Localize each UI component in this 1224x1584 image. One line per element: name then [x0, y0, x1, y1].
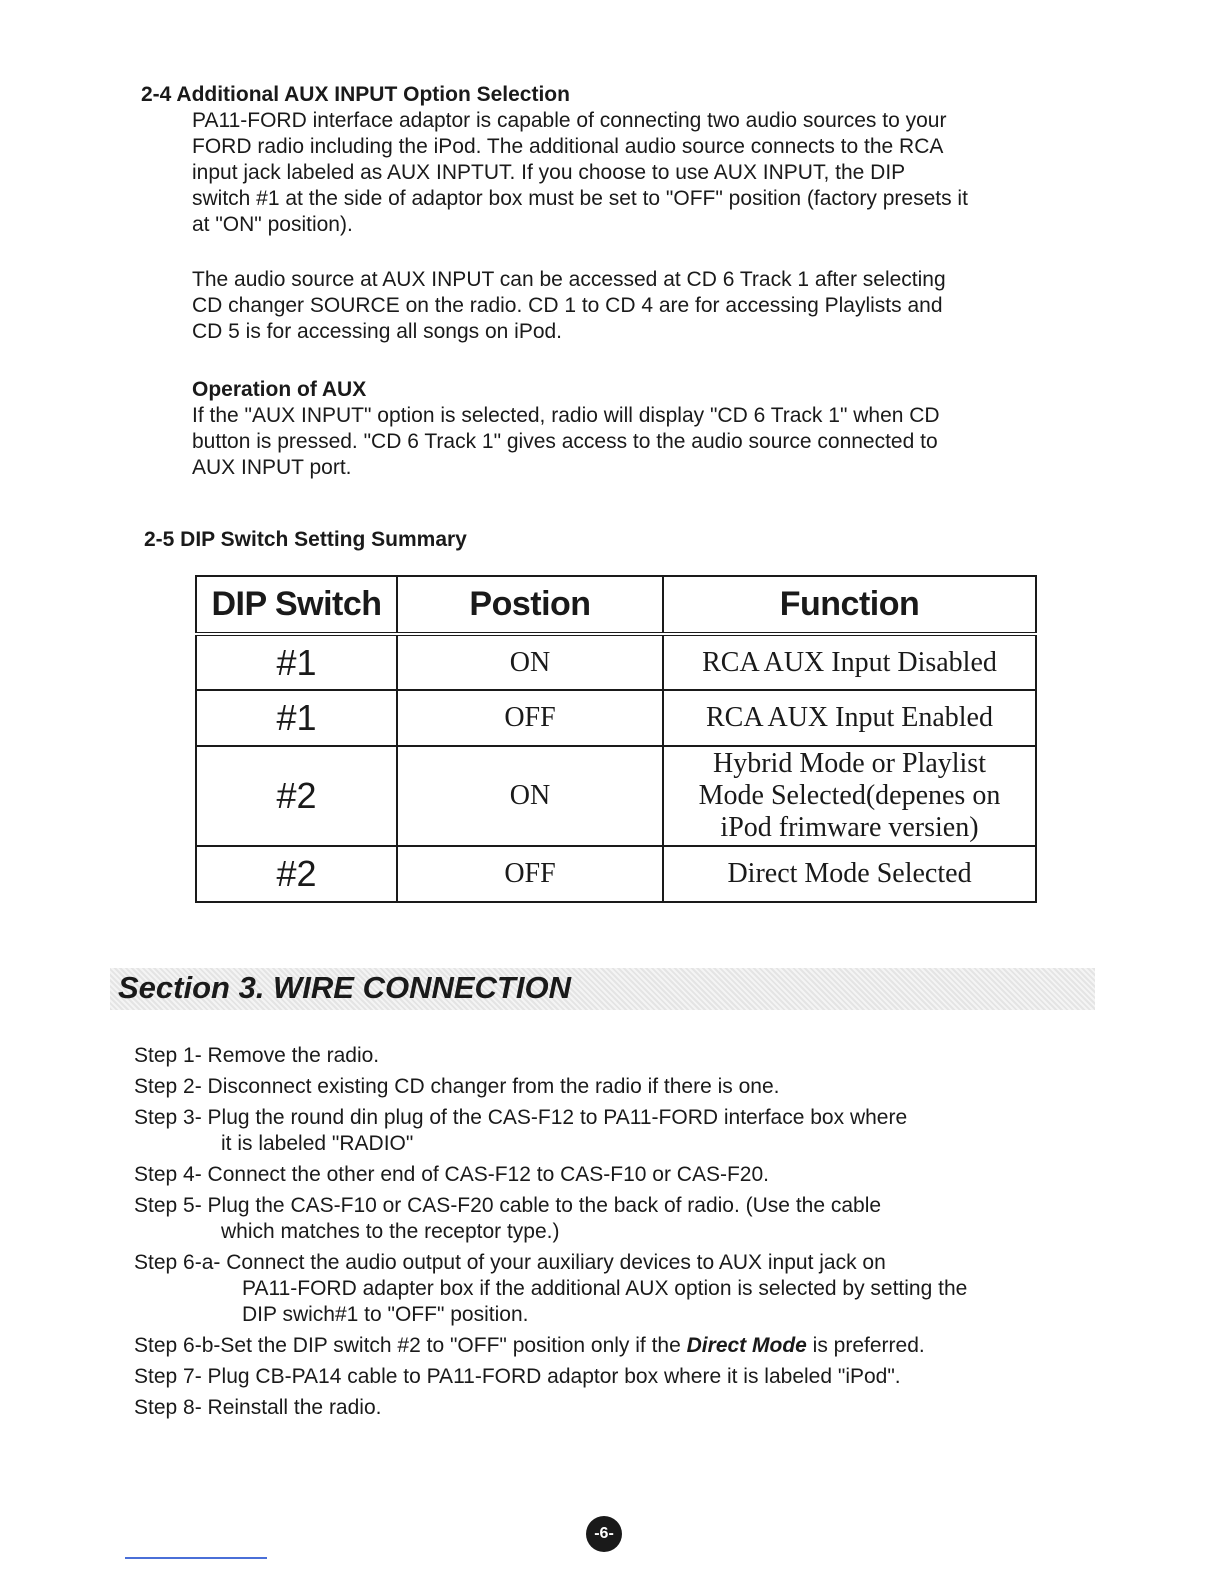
paragraph-line: FORD radio including the iPod. The additional audio source connects to the RCA: [192, 135, 944, 158]
step-label: Step 8-: [134, 1396, 208, 1419]
step-text: is preferred.: [806, 1334, 925, 1357]
step-text: Connect the other end of CAS-F12 to CAS-F10 or CAS-F20.: [207, 1163, 769, 1186]
step-text: Plug CB-PA14 cable to PA11-FORD adaptor box where it is labeled "iPod".: [207, 1365, 901, 1388]
step-label: Step 4-: [134, 1163, 208, 1186]
section-2-4-heading: 2-4 Additional AUX INPUT Option Selection: [141, 83, 570, 106]
operation-aux-heading: Operation of AUX: [192, 378, 367, 401]
step-7: [134, 1364, 967, 1390]
function-cell: RCA AUX Input Disabled: [663, 634, 1036, 690]
dip-switch-table: [195, 575, 1037, 903]
table-row: [196, 690, 1036, 746]
paragraph-line: at "ON" position).: [192, 213, 353, 236]
step-text: Remove the radio.: [207, 1044, 380, 1067]
switch-cell: #2: [196, 746, 397, 846]
step-1: [134, 1043, 967, 1069]
step-label: Step 6-b-: [134, 1334, 221, 1357]
step-2: [134, 1074, 967, 1100]
paragraph-line: If the "AUX INPUT" option is selected, radio will display "CD 6 Track 1" when CD: [192, 404, 940, 427]
step-text: Connect the audio output of your auxiliary devices to AUX input jack on: [226, 1251, 886, 1274]
table-row: [196, 746, 1036, 846]
step-label: Step 1-: [134, 1044, 208, 1067]
paragraph-line: CD changer SOURCE on the radio. CD 1 to CD 4 are for accessing Playlists and: [192, 294, 943, 317]
position-cell: ON: [397, 634, 663, 690]
step-8: [134, 1395, 967, 1421]
position-cell: ON: [397, 746, 663, 846]
function-cell: RCA AUX Input Enabled: [663, 690, 1036, 746]
switch-cell: #1: [196, 634, 397, 690]
paragraph-line: switch #1 at the side of adaptor box must be set to "OFF" position (factory presets it: [192, 187, 968, 210]
step-text: Reinstall the radio.: [207, 1396, 382, 1419]
step-4: [134, 1162, 967, 1188]
step-text: Plug the round din plug of the CAS-F12 to PA11-FORD interface box where: [207, 1106, 908, 1129]
step-label: Step 7-: [134, 1365, 208, 1388]
step-text: PA11-FORD adapter box if the additional AUX option is selected by setting the: [242, 1277, 968, 1300]
paragraph-line: AUX INPUT port.: [192, 456, 352, 479]
step-6b: [134, 1333, 967, 1359]
step-text: Plug the CAS-F10 or CAS-F20 cable to the back of radio. (Use the cable: [207, 1194, 882, 1217]
step-text: DIP swich#1 to "OFF" position.: [242, 1303, 529, 1326]
step-text: Set the DIP switch #2 to "OFF" position only if the: [220, 1334, 687, 1357]
step-3: [134, 1105, 967, 1157]
aux-intro-paragraph: [192, 108, 968, 238]
switch-cell: #1: [196, 690, 397, 746]
function-cell: [663, 746, 1036, 846]
step-label: Step 3-: [134, 1106, 208, 1129]
table-header-row: [196, 576, 1036, 634]
table-row: [196, 846, 1036, 902]
column-header: DIP Switch: [196, 576, 397, 634]
paragraph-line: PA11-FORD interface adaptor is capable of connecting two audio sources to your: [192, 109, 947, 132]
wire-connection-steps: [134, 1043, 967, 1421]
section-3-banner: [110, 968, 1095, 1010]
paragraph-line: input jack labeled as AUX INPTUT. If you choose to use AUX INPUT, the DIP: [192, 161, 906, 184]
switch-cell: #2: [196, 846, 397, 902]
footer-rule: [125, 1557, 267, 1559]
direct-mode-emphasis: Direct Mode: [686, 1334, 807, 1357]
step-5: [134, 1193, 967, 1245]
table-row: [196, 634, 1036, 690]
position-cell: OFF: [397, 846, 663, 902]
function-line: Hybrid Mode or Playlist: [713, 748, 986, 779]
step-text: it is labeled "RADIO": [221, 1132, 414, 1155]
step-text: which matches to the receptor type.): [221, 1220, 560, 1243]
paragraph-line: The audio source at AUX INPUT can be accessed at CD 6 Track 1 after selecting: [192, 268, 946, 291]
page-number-badge: -6-: [586, 1516, 622, 1552]
step-label: Step 5-: [134, 1194, 208, 1217]
step-6a: [134, 1250, 967, 1328]
column-header: Function: [663, 576, 1036, 634]
section-3-title: Section 3. WIRE CONNECTION: [118, 970, 571, 1005]
aux-access-paragraph: [192, 267, 946, 345]
operation-aux-paragraph: [192, 403, 940, 481]
column-header: Postion: [397, 576, 663, 634]
position-cell: OFF: [397, 690, 663, 746]
paragraph-line: CD 5 is for accessing all songs on iPod.: [192, 320, 563, 343]
section-2-5-heading: 2-5 DIP Switch Setting Summary: [144, 528, 467, 551]
step-text: Disconnect existing CD changer from the radio if there is one.: [207, 1075, 780, 1098]
function-line: Mode Selected(depenes on: [698, 780, 1001, 811]
function-cell: Direct Mode Selected: [663, 846, 1036, 902]
step-label: Step 6-a-: [134, 1251, 227, 1274]
step-label: Step 2-: [134, 1075, 208, 1098]
function-line: iPod frimware versien): [720, 812, 979, 843]
paragraph-line: button is pressed. "CD 6 Track 1" gives access to the audio source connected to: [192, 430, 938, 453]
